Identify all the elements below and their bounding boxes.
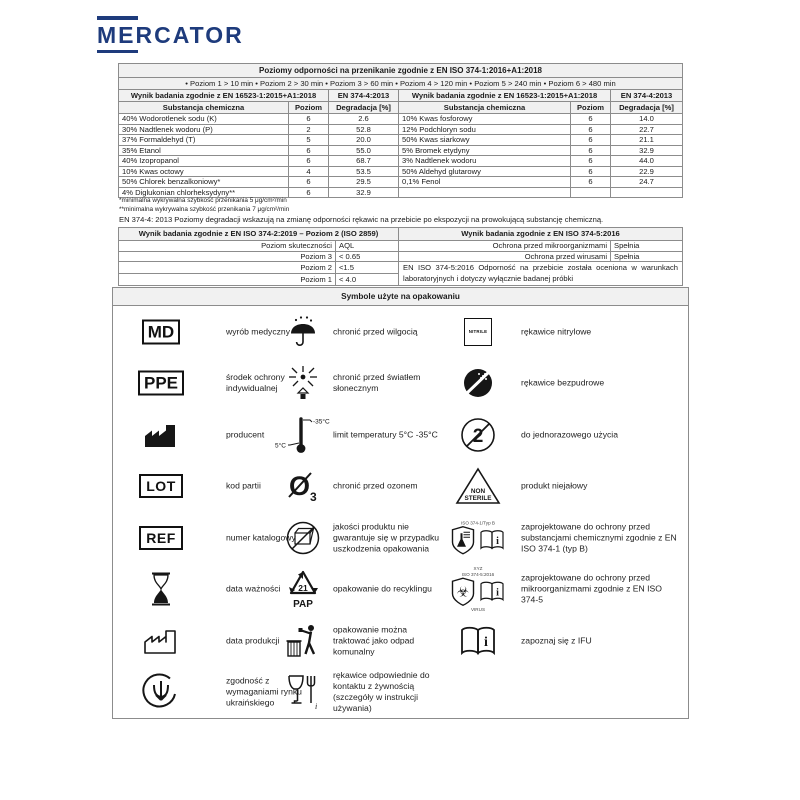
degradation-cell: 20.0 <box>329 135 399 146</box>
lot-batch-icon: LOT <box>139 474 183 498</box>
table-row <box>119 124 683 135</box>
manufacturer-icon <box>121 421 201 449</box>
table2-note: EN ISO 374-5:2016 Odporność na przebicie została oceniona w warunkach laboratoryjnych i dotyczy wyłącznie badanej próbki <box>399 262 683 286</box>
bio-shield-caption-iso: ISO 374-5:2016 <box>461 571 495 577</box>
ref-catalogue-icon: REF <box>139 526 183 550</box>
table2-right-header: Wynik badania zgodnie z EN ISO 374-5:2016 <box>399 228 683 241</box>
table-row <box>119 114 683 125</box>
table-row <box>119 177 683 188</box>
substance-cell: 12% Podchloryn sodu <box>399 124 571 135</box>
level-cell: 6 <box>289 187 329 198</box>
symbol-label: zapoznaj się z IFU <box>521 635 592 646</box>
level-cell: 6 <box>289 177 329 188</box>
degradation-cell: 32.9 <box>329 187 399 198</box>
table-row <box>119 156 683 167</box>
recycling-21-pap-icon <box>271 568 335 610</box>
degradation-cell: 29.5 <box>329 177 399 188</box>
symbol-label: zaprojektowane do ochrony przed mikroorganizmami zgodnie z EN ISO 374-5 <box>521 572 662 605</box>
micro-protection-icon-group <box>435 566 521 613</box>
symbol-label: rękawice nitrylowe <box>521 326 592 337</box>
substance-cell: 3% Nadtlenek wodoru <box>399 156 571 167</box>
level-cell: 6 <box>571 124 611 135</box>
substance-cell: 50% Aldehyd glutarowy <box>399 166 571 177</box>
symbol-label: środek ochrony indywidualnej <box>226 372 285 394</box>
virus-value: Spełnia <box>611 251 683 262</box>
aql-virus-table <box>118 227 683 286</box>
do-not-reuse-icon <box>435 416 521 454</box>
svg-text:i: i <box>496 587 499 599</box>
symbol-label: wyrób medyczny <box>226 326 290 337</box>
symbol-label: chronić przed wilgocią <box>333 326 418 337</box>
ozone-3-glyph: 3 <box>310 490 317 505</box>
table1-right-en374-header: EN 374-4:2013 <box>611 90 683 102</box>
level-cell: 4 <box>289 166 329 177</box>
micro-value: Spełnia <box>611 241 683 252</box>
keep-dry-umbrella-icon <box>271 315 335 349</box>
degradation-cell: 52.8 <box>329 124 399 135</box>
substance-cell: 40% Wodorotlenek sodu (K) <box>119 114 289 125</box>
symbol-row <box>113 461 688 513</box>
permeation-table <box>118 63 683 198</box>
symbol-label: data produkcji <box>226 635 280 646</box>
consult-ifu-icon <box>479 581 505 603</box>
degradation-cell: 21.1 <box>611 135 683 146</box>
symbol-label: chronić przed ozonem <box>333 480 418 491</box>
col-level-right: Poziom <box>571 102 611 114</box>
footnote-1: *minimalna wykrywalna szybkość przenikania 5 μg/cm²/min <box>119 197 287 204</box>
non-sterile-line1: NON <box>470 488 486 496</box>
footnote-3: EN 374-4: 2013 Poziomy degradacji wskazują na zmianę odporności rękawic na przebicie po ekspozycji na prowokującą substancję chemiczną. <box>119 215 604 224</box>
table-row <box>119 166 683 177</box>
food-contact-icon <box>271 673 335 711</box>
symbols-body <box>112 306 689 719</box>
substance-cell: 4% Diglukonian chlorheksydyny** <box>119 187 289 198</box>
symbol-label: opakowanie do recyklingu <box>333 583 432 594</box>
table2-left-header: Wynik badania zgodnie z EN ISO 374-2:2019 – Poziom 2 (ISO 2859) <box>119 228 399 241</box>
degradation-cell: 68.7 <box>329 156 399 167</box>
table1-left-test-header: Wynik badania zgodnie z EN 16523-1:2015+A1:2018 <box>119 90 329 102</box>
level-cell: 6 <box>571 145 611 156</box>
degradation-cell: 2.6 <box>329 114 399 125</box>
chem-shield-caption: ISO 374-1/Typ B <box>461 520 495 525</box>
col-substance-left: Substancja chemiczna <box>119 102 289 114</box>
level-cell: 2 <box>289 124 329 135</box>
symbol-label: producent <box>226 429 265 440</box>
level-cell: 5 <box>289 135 329 146</box>
level-cell: 6 <box>571 114 611 125</box>
degradation-cell: 32.9 <box>611 145 683 156</box>
level-cell: 6 <box>571 135 611 146</box>
bio-shield-caption-xyz: XYZ <box>473 566 483 571</box>
md-medical-device-icon: MD <box>142 319 180 344</box>
substance-cell: 10% Kwas fosforowy <box>399 114 571 125</box>
symbol-label: zgodność z wymaganiami rynku ukraińskiego <box>226 675 302 708</box>
chemical-shield-icon <box>451 526 475 556</box>
degradation-cell: 22.9 <box>611 166 683 177</box>
substance-cell: 0,1% Fenol <box>399 177 571 188</box>
food-i-glyph: i <box>315 702 318 712</box>
symbol-label: data ważności <box>226 583 281 594</box>
table1-left-en374-header: EN 374-4:2013 <box>329 90 399 102</box>
substance-cell: 10% Kwas octowy <box>119 166 289 177</box>
symbol-label: rękawice bezpudrowe <box>521 377 605 388</box>
symbol-row <box>113 615 688 667</box>
bio-shield-caption-virus: VIRUS <box>470 607 486 612</box>
table-row <box>119 145 683 156</box>
damaged-package-icon <box>271 520 335 556</box>
aql-value: < 0.65 <box>336 251 399 262</box>
degradation-cell: 55.0 <box>329 145 399 156</box>
aql-label: Poziom 1 <box>119 274 336 286</box>
aql-label: Poziom 2 <box>119 262 336 274</box>
aql-label: Poziom 3 <box>119 251 336 262</box>
footnotes <box>119 196 683 225</box>
degradation-cell: 44.0 <box>611 156 683 167</box>
table1-right-test-header: Wynik badania zgodnie z EN 16523-1:2015+A1:2018 <box>399 90 611 102</box>
col-degradation-left: Degradacja [%] <box>329 102 399 114</box>
ukraine-conformity-icon <box>121 673 201 711</box>
symbol-label: limit temperatury 5°C -35°C <box>333 429 438 440</box>
col-degradation-right: Degradacja [%] <box>611 102 683 114</box>
virus-label: Ochrona przed wirusami <box>399 251 611 262</box>
svg-text:i: i <box>496 536 499 547</box>
symbol-label: jakości produktu nie gwarantuje się w przypadku uszkodzenia opakowania <box>333 521 440 554</box>
symbol-row <box>113 564 688 616</box>
recycle-21-label: 21 <box>298 583 308 594</box>
logo-bottom-bar <box>97 50 138 54</box>
ozone-protection-icon <box>271 468 335 504</box>
powder-free-icon <box>435 366 521 400</box>
symbols-table <box>112 287 689 719</box>
symbol-row <box>113 306 688 358</box>
logo-text: MERCATOR <box>97 21 244 48</box>
substance-cell: 50% Chlorek benzalkoniowy* <box>119 177 289 188</box>
level-cell: 6 <box>289 114 329 125</box>
substance-cell: 40% Izopropanol <box>119 156 289 167</box>
level-cell: 6 <box>289 145 329 156</box>
col-substance-right: Substancja chemiczna <box>399 102 571 114</box>
table1-levels-line: • Poziom 1 > 10 min • Poziom 2 > 30 min • Poziom 3 > 60 min • Poziom 4 > 120 min • Poziom 5 > 240 min • Poziom 6 > 480 min <box>119 78 683 90</box>
reuse-2-glyph: 2 <box>472 425 484 447</box>
table1-title: Poziomy odporności na przenikanie zgodnie z EN ISO 374-1:2016+A1:2018 <box>119 64 683 78</box>
biohazard-glyph: ☣ <box>456 584 470 601</box>
read-ifu-icon <box>435 626 521 656</box>
symbol-label: opakowanie można traktować jako odpad komunalny <box>333 624 415 657</box>
degradation-cell: 53.5 <box>329 166 399 177</box>
substance-cell: 50% Kwas siarkowy <box>399 135 571 146</box>
degradation-cell: 24.7 <box>611 177 683 188</box>
biohazard-shield-icon <box>451 577 475 607</box>
substance-cell: 30% Nadtlenek wodoru (P) <box>119 124 289 135</box>
substance-cell: 37% Formaldehyd (T) <box>119 135 289 146</box>
aql-value: < 4.0 <box>336 274 399 286</box>
symbols-title: Symbole użyte na opakowaniu <box>112 287 689 306</box>
symbol-label: produkt niejałowy <box>521 480 588 491</box>
ppe-icon: PPE <box>138 371 184 396</box>
aql-label: Poziom skuteczności <box>119 241 336 252</box>
temp-top-label: -35°C <box>313 418 330 426</box>
degradation-cell: 14.0 <box>611 114 683 125</box>
level-cell: 6 <box>571 177 611 188</box>
symbol-label: numer katalogowy <box>226 532 296 543</box>
level-cell: 6 <box>571 166 611 177</box>
substance-cell: 35% Etanol <box>119 145 289 156</box>
production-date-icon <box>121 627 201 655</box>
micro-label: Ochrona przed mikroorganizmami <box>399 241 611 252</box>
symbol-row <box>113 512 688 564</box>
level-cell: 6 <box>289 156 329 167</box>
symbol-row <box>113 409 688 461</box>
nitrile-icon: NITRILE <box>464 318 492 346</box>
temp-bottom-label: 5°C <box>275 442 286 450</box>
temperature-limit-icon <box>271 414 335 456</box>
recycle-pap-label: PAP <box>293 599 313 611</box>
municipal-waste-icon <box>271 623 335 659</box>
consult-ifu-icon <box>479 530 505 552</box>
col-level-left: Poziom <box>289 102 329 114</box>
expiry-date-hourglass-icon <box>121 571 201 607</box>
degradation-cell: 22.7 <box>611 124 683 135</box>
symbol-row <box>113 667 688 719</box>
table-row <box>119 135 683 146</box>
mercator-logo <box>97 16 244 53</box>
level-cell: 6 <box>571 156 611 167</box>
chemical-protection-icon-group <box>435 520 521 556</box>
symbol-label: rękawice odpowiednie do kontaktu z żywnością (szczegóły w instrukcji używania) <box>333 670 430 714</box>
ifu-i-glyph: i <box>484 634 488 650</box>
keep-away-from-sunlight-icon <box>271 365 335 401</box>
aql-value: <1.5 <box>336 262 399 274</box>
symbol-label: zaprojektowane do ochrony przed substancjami chemicznymi zgodnie z EN ISO 374-1 (typ B) <box>521 521 677 554</box>
symbol-label: kod partii <box>226 480 261 491</box>
symbol-label: do jednorazowego użycia <box>521 429 618 440</box>
aql-value: AQL <box>336 241 399 252</box>
symbol-label: chronić przed światłem słonecznym <box>333 372 421 394</box>
footnote-2: **minimalna wykrywalna szybkość przenikania 7 μg/cm²/min <box>119 206 290 213</box>
non-sterile-line2: STERILE <box>464 495 492 503</box>
non-sterile-icon <box>435 466 521 506</box>
ozone-o-glyph: O <box>289 471 311 502</box>
symbol-row <box>113 358 688 410</box>
substance-cell: 5% Bromek etydyny <box>399 145 571 156</box>
